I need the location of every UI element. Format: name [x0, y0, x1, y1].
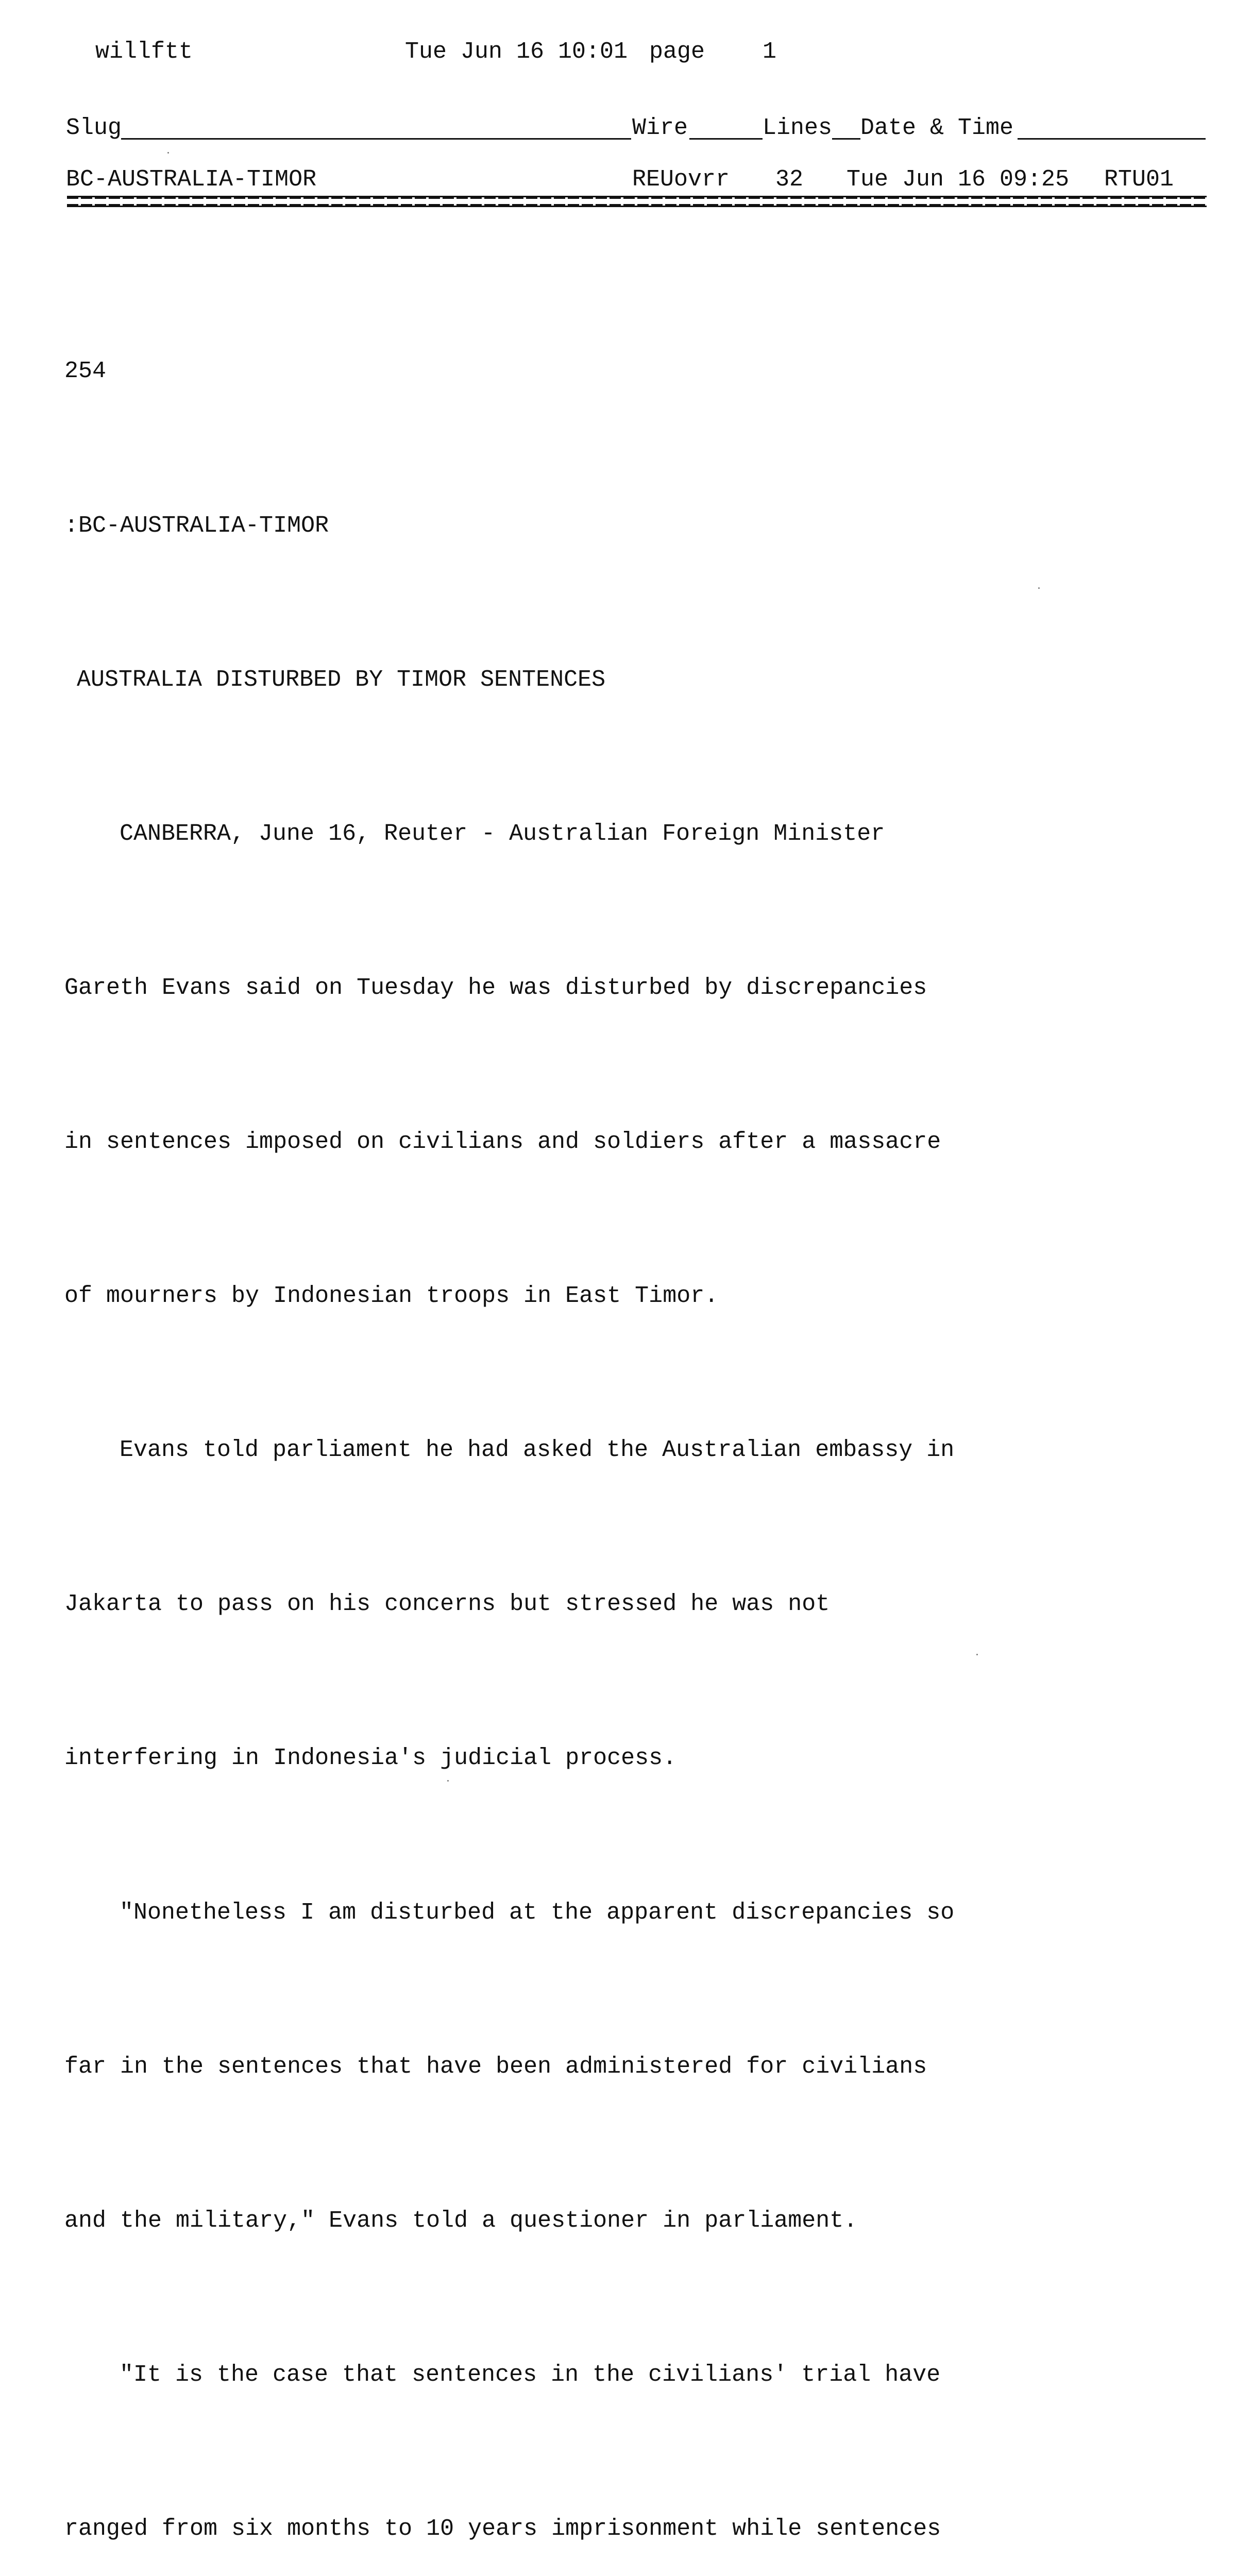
- datetime-field-underline: [1018, 116, 1206, 140]
- record-wire: REUovrr: [632, 166, 730, 193]
- story-line: Evans told parliament he had asked the Australian embassy in: [120, 1437, 955, 1464]
- story-slug-line: :BC-AUSTRALIA-TIMOR: [64, 512, 329, 539]
- story-line: interfering in Indonesia's judicial process.: [64, 1745, 677, 1772]
- story-body: [64, 243, 1043, 2576]
- record-code: RTU01: [1104, 166, 1174, 193]
- story-line: far in the sentences that have been administered for civilians: [64, 2053, 927, 2080]
- slug-field-underline: [121, 116, 631, 140]
- story-line: "It is the case that sentences in the civilians' trial have: [120, 2361, 941, 2388]
- print-timestamp: Tue Jun 16 10:01: [405, 39, 628, 65]
- story-line: in sentences imposed on civilians and soldiers after a massacre: [64, 1128, 941, 1155]
- story-line: and the military," Evans told a questioner in parliament.: [64, 2207, 858, 2234]
- scan-speck: [167, 152, 169, 154]
- record-slug: BC-AUSTRALIA-TIMOR: [66, 166, 317, 193]
- lines-field-underline: [832, 116, 860, 140]
- story-number: 254: [64, 358, 107, 385]
- record-datetime: Tue Jun 16 09:25: [846, 166, 1070, 193]
- user-id: willftt: [95, 39, 193, 65]
- page-number: 1: [763, 39, 777, 65]
- scan-speck: [976, 1654, 978, 1655]
- story-line: of mourners by Indonesian troops in East Timor.: [64, 1283, 719, 1310]
- scan-speck: [447, 1780, 449, 1782]
- record-lines: 32: [775, 166, 804, 193]
- story-line: Gareth Evans said on Tuesday he was disturbed by discrepancies: [64, 974, 927, 1001]
- lines-field-label: Lines: [763, 115, 833, 141]
- slug-field-label: Slug: [66, 115, 122, 141]
- story-line: Jakarta to pass on his concerns but stressed he was not: [64, 1591, 830, 1618]
- separator-rule: [67, 196, 1207, 207]
- page-label: page: [649, 39, 705, 65]
- wire-field-label: Wire: [632, 115, 688, 141]
- story-line: CANBERRA, June 16, Reuter - Australian Foreign Minister: [120, 820, 885, 847]
- scan-speck: [1038, 587, 1040, 589]
- story-headline: AUSTRALIA DISTURBED BY TIMOR SENTENCES: [77, 666, 606, 693]
- story-line: "Nonetheless I am disturbed at the apparent discrepancies so: [120, 1899, 955, 1926]
- wire-field-underline: [689, 116, 763, 140]
- datetime-field-label: Date & Time: [860, 115, 1014, 141]
- story-line: ranged from six months to 10 years imprisonment while sentences: [64, 2515, 941, 2542]
